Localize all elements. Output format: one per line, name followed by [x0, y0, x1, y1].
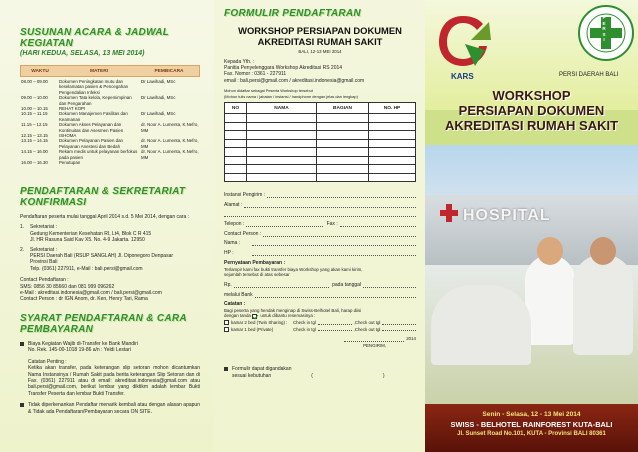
to-line1: Panitia Penyelenggara Workshop Akreditasi RS 2014 — [224, 65, 343, 71]
form-title-2: AKREDITASI RUMAH SAKIT — [257, 36, 383, 47]
schedule-speaker: Dr Lawihadi, MSc — [141, 95, 176, 101]
register-heading: PENDAFTARAN & SEKRETARIAT KONFIRMASI — [20, 186, 186, 208]
registration-row — [225, 148, 416, 157]
registration-row — [225, 165, 416, 174]
alamat-row: Alamat : — [224, 202, 416, 208]
schedule-row — [20, 122, 200, 133]
pay-note-label: Catatan Penting : — [28, 358, 67, 365]
schedule-speaker: Dr Lawihadi, MSc — [141, 111, 176, 117]
schedule-row — [20, 95, 200, 106]
schedule-row — [20, 111, 200, 122]
registration-cell[interactable] — [369, 156, 416, 165]
note-text-1: Bagi peserta yang hendak menginap di Swiss-Belhotel Bali, harap diisi — [224, 307, 362, 313]
sign-label: PENGIRIM, — [363, 342, 386, 348]
hp-row: HP : — [224, 250, 416, 256]
event-date: Senin - Selasa, 12 - 13 Mei 2014 — [482, 411, 581, 418]
registration-row — [225, 173, 416, 182]
registration-cell[interactable] — [317, 173, 369, 182]
registration-cell[interactable] — [317, 156, 369, 165]
schedule-material: Penutupan — [59, 160, 81, 166]
col-speaker: PEMBICARA — [154, 68, 184, 74]
schedule-speaker: dr. Noor A. Lumenta, K.Nefro, MM — [141, 138, 199, 149]
instansi-field[interactable] — [267, 193, 416, 198]
sec2-line3: Telp. (0361) 227911, e-Mail : bali.persi@gmail.com — [30, 265, 143, 272]
room-row-2: kamar 1 bed (Private) Check in tgl , Check out tgl — [224, 327, 416, 333]
cover-title-3: AKREDITASI RUMAH SAKIT — [444, 118, 619, 133]
doctor-head — [537, 237, 563, 265]
schedule-time: 10.00 – 10.15 — [21, 106, 48, 112]
registration-cell[interactable] — [225, 173, 247, 182]
sec1-line1: Gedung Kementerian Kesehatan RI, Lt4, Blok C R 415 — [30, 230, 152, 237]
sec2-line2: Provinsi Bali — [30, 259, 58, 266]
bullet-icon — [20, 342, 24, 346]
registration-cell[interactable] — [225, 156, 247, 165]
col-no: NO — [225, 103, 247, 114]
sign-date-field[interactable] — [344, 337, 404, 342]
contact-3: e-Mail : akreditasi.indonesia@gmail.com / bali.persi@gmail.com — [20, 290, 162, 297]
cover-panel — [425, 0, 638, 452]
schedule-row — [20, 160, 200, 165]
registration-cell[interactable] — [369, 148, 416, 157]
contact-row: Contact Person : — [224, 231, 416, 237]
registration-row — [225, 131, 416, 140]
schedule-time: 13.15 – 14.15 — [21, 138, 48, 144]
schedule-table-header — [20, 65, 200, 77]
col-material: MATERI — [89, 68, 109, 74]
room-private-checkbox[interactable] — [224, 327, 229, 332]
form-place: BALI, 12-13 MEI 2014 — [298, 49, 342, 54]
kars-label: KARS — [451, 72, 474, 81]
patient-figure — [431, 285, 531, 365]
schedule-material: Dokumen Tata kelola, Kepemimpinan dan Pengarahan — [59, 95, 132, 106]
registration-cell[interactable] — [369, 114, 416, 123]
alamat-row-2 — [224, 212, 416, 217]
event-venue: SWISS - BELHOTEL RAINFOREST KUTA-BALI — [450, 420, 613, 429]
checkmark-icon — [252, 314, 257, 319]
registration-row — [225, 122, 416, 131]
room-twin-checkbox[interactable] — [224, 320, 229, 325]
secretariat-1: 1. Sekretariat : — [20, 224, 57, 231]
instansi-row: Instansi Pengirim : — [224, 192, 416, 198]
payment-bullet-2: Tidak diperkenankan Pendaftar menarik kembali atau dengan alasan apapun & Tidak ada Pendaftaran/Pembayaran secara ON SITE. — [20, 402, 200, 415]
form-title-1: WORKSHOP PERSIAPAN DOKUMEN — [238, 25, 402, 36]
schedule-table — [20, 79, 200, 166]
middle-panel — [214, 0, 425, 452]
registration-row — [225, 156, 416, 165]
payment-text-1: Terlampir kami fax bukti transfer biaya Workshop yang akan kami kirim, — [224, 266, 363, 272]
schedule-speaker — [140, 160, 200, 165]
event-address: Jl. Sunset Road No.101, KUTA - Provinsi BALI 80361 — [457, 431, 606, 437]
note-title: Catatan : — [224, 301, 246, 308]
to-line3: email : bali.persi@gmail.com / akreditasi.indonesia@gmail.com — [224, 77, 365, 84]
registration-cell[interactable] — [247, 114, 317, 123]
red-cross-icon — [439, 203, 459, 223]
payment-bullet-1: Biaya Kegiatan Wajib di-Transfer ke Bank Mandiri — [20, 341, 200, 347]
schedule-row — [20, 79, 200, 95]
event-banner — [425, 404, 638, 452]
schedule-time: 16.00 – 16.30 — [21, 160, 48, 166]
bullet-icon — [20, 403, 24, 407]
schedule-heading: SUSUNAN ACARA & JADWAL KEGIATAN — [20, 27, 170, 49]
cover-photo — [425, 145, 638, 405]
bullet-icon — [224, 367, 228, 371]
alamat-field-2[interactable] — [224, 212, 416, 217]
note-text-2: dengan tanda untuk dibantu reservasinya : — [224, 313, 316, 319]
form-heading: FORMULIR PENDAFTARAN — [224, 8, 361, 19]
secretariat-2: 2. Sekretariat : — [20, 246, 57, 253]
rp-field[interactable] — [234, 283, 329, 288]
payment-heading: SYARAT PENDAFTARAN & CARA PEMBAYARAN — [20, 313, 187, 335]
cover-title-1: WORKSHOP — [492, 88, 571, 103]
hospital-sign: HOSPITAL — [463, 207, 551, 224]
schedule-time: 08.00 – 09.00 — [21, 79, 48, 84]
persi-letters: P E R S I — [602, 15, 606, 43]
registration-cell[interactable] — [247, 131, 317, 140]
registration-row — [225, 139, 416, 148]
schedule-time: 12.15 – 13.15 — [21, 133, 48, 139]
registration-cell[interactable] — [225, 114, 247, 123]
payment-title: Pernyataan Pembayaran : — [224, 260, 286, 267]
checkout-field-2[interactable] — [382, 327, 416, 331]
schedule-time: 09.00 – 10.00 — [21, 95, 48, 101]
telepon-field[interactable] — [246, 222, 322, 227]
bank-row: melalui Bank — [224, 292, 416, 298]
registration-cell[interactable] — [225, 165, 247, 174]
registration-cell[interactable] — [225, 131, 247, 140]
schedule-material: REHAT KOPI — [59, 106, 86, 112]
checkin-field-1[interactable] — [318, 321, 352, 325]
contact-field[interactable] — [263, 232, 416, 237]
instruction-2: (Mohon tulis nama / jabatan / instansi / handphone dengan jelas dan lengkap) — [224, 93, 358, 99]
registration-cell[interactable] — [225, 122, 247, 131]
payment-text-2: sejumlah tersebut di atas sebesar — [224, 272, 290, 278]
schedule-speaker: Dr Lawihadi, MSc — [141, 79, 176, 84]
registration-cell[interactable] — [369, 131, 416, 140]
cover-title — [425, 88, 638, 133]
registration-table — [224, 102, 416, 182]
registration-row — [225, 114, 416, 123]
schedule-material: Dokumen Manajemen Fasilitas dan Keamanan — [59, 111, 128, 122]
registration-cell[interactable] — [247, 165, 317, 174]
col-nama: NAMA — [247, 103, 317, 114]
pay-account: No. Rek. 145-00-1018 19-86 a/n : Yeldi Lestari — [28, 347, 131, 354]
registration-cell[interactable] — [369, 139, 416, 148]
contact-2: SMS: 0856 30 85660 dan 081 999 096262 — [20, 283, 115, 290]
room-row-1: kamar 2 bed (Twin Sharing) : Check in tgl , Check out tgl — [224, 320, 416, 326]
instruction-1: Mohon didaftar sebagai Peserta Workshop tersebut — [224, 88, 313, 94]
schedule-speaker: dr. Noor A. Lumenta, K.Nefro, MM — [141, 149, 199, 160]
registration-cell[interactable] — [369, 173, 416, 182]
nama-row: Nama : — [224, 240, 416, 246]
registration-cell[interactable] — [317, 148, 369, 157]
registration-cell[interactable] — [247, 139, 317, 148]
registration-cell[interactable] — [317, 131, 369, 140]
contact-1: Contact Pendaftaran : — [20, 277, 69, 284]
schedule-speaker: dr. Noor A. Lumenta, K.Nefro, MM — [141, 122, 199, 133]
registration-cell[interactable] — [369, 165, 416, 174]
registration-cell[interactable] — [317, 139, 369, 148]
sec1-line2: Jl. HR Rasuna Said Kav X5. No. 4-9 Jakarta. 12950 — [30, 237, 145, 244]
rp-row: Rp. pada tanggal — [224, 282, 416, 288]
doctor-figure-2 — [573, 255, 633, 355]
registration-cell[interactable] — [369, 122, 416, 131]
col-hp: NO. HP — [369, 103, 416, 114]
registration-cell[interactable] — [225, 139, 247, 148]
sec2-line1: PERSI Daerah Bali (RSUP SANGLAH) Jl. Diponegoro Denpasar — [30, 253, 174, 260]
date-field[interactable] — [363, 283, 416, 288]
schedule-material: Rekam medis untuk pelayanan berfokus pada pasien — [59, 149, 138, 160]
form-note: Formulir dapat digandakan — [224, 366, 416, 372]
to-label: Kepada Yth. : — [224, 58, 255, 65]
doctor-head-2 — [590, 237, 616, 265]
pay-note-text: Ketika akan transfer, pada keterangan slip setoran mohon dicantumkan Nama Instansinya / Rumah Sakit pada berita keterangan Slip Setoran dan di Fax. (0361) 227911 atau di email: akreditasi.indonesia@gmail.com atau bali.persi@gmail.com, berikut lembar yang diktikm adalah lembar Bukti Transfer Peserta dan lembar Bukti Transfer. — [28, 365, 200, 397]
doctor-figure — [525, 255, 575, 345]
registration-cell[interactable] — [247, 156, 317, 165]
registration-cell[interactable] — [225, 148, 247, 157]
registration-cell[interactable] — [317, 114, 369, 123]
to-line2: Fax. Nomor : 0361 - 227911 — [224, 71, 287, 78]
schedule-material: Dokumen Pelayanan Pasien dan Pelayanan Anestesi dan Bedah — [59, 138, 123, 149]
checkin-field-2[interactable] — [318, 327, 352, 331]
alamat-field[interactable] — [244, 203, 416, 208]
left-panel — [0, 0, 214, 452]
bank-field[interactable] — [255, 293, 416, 298]
hp-field[interactable] — [252, 251, 416, 256]
registration-cell[interactable] — [247, 148, 317, 157]
schedule-material: Dokumen Akses Pelayanan dan Kontinuitas dan Asesmen Pasien — [59, 122, 124, 133]
schedule-material: ISHOMA — [59, 133, 77, 139]
registration-cell[interactable] — [317, 165, 369, 174]
schedule-time: 11.15 – 12.15 — [21, 122, 48, 128]
schedule-row — [20, 149, 200, 160]
telepon-row: Telepon : Fax : — [224, 221, 416, 227]
schedule-time: 10.15 – 11.15 — [21, 111, 48, 117]
schedule-date: (HARI KEDUA, SELASA, 13 MEI 2014) — [20, 50, 145, 57]
col-bagian: BAGIAN — [317, 103, 369, 114]
schedule-material: Dokumen Peningkatan mutu dan keselamatan pasien & Pencegahan Pengendalian Infeksi — [59, 79, 129, 95]
checkout-field-1[interactable] — [382, 321, 416, 325]
comma-sep: , — [353, 326, 355, 332]
form-note-2: sesuai kebutuhan ( ) — [232, 372, 385, 379]
schedule-time: 14.15 – 16.00 — [21, 149, 48, 155]
schedule-row — [20, 138, 200, 149]
registration-cell[interactable] — [317, 122, 369, 131]
nama-field[interactable] — [252, 241, 416, 246]
fax-field[interactable] — [340, 222, 416, 227]
persi-label: PERSI DAERAH BALI — [559, 72, 619, 78]
col-time: WAKTU — [31, 68, 49, 74]
register-intro: Pendaftaran peserta mulai tanggal April 2014 s.d. 5 Mei 2014, dengan cara : — [20, 214, 190, 220]
cover-title-2: PERSIAPAN DOKUMEN — [458, 103, 605, 118]
sign-date-row: 2014 — [224, 336, 416, 342]
comma-sep: , — [353, 319, 355, 325]
contact-4: Contact Person : dr IGN Anom, dr. Ken, Henry Tari, Rama — [20, 296, 148, 303]
registration-cell[interactable] — [247, 122, 317, 131]
registration-cell[interactable] — [247, 173, 317, 182]
